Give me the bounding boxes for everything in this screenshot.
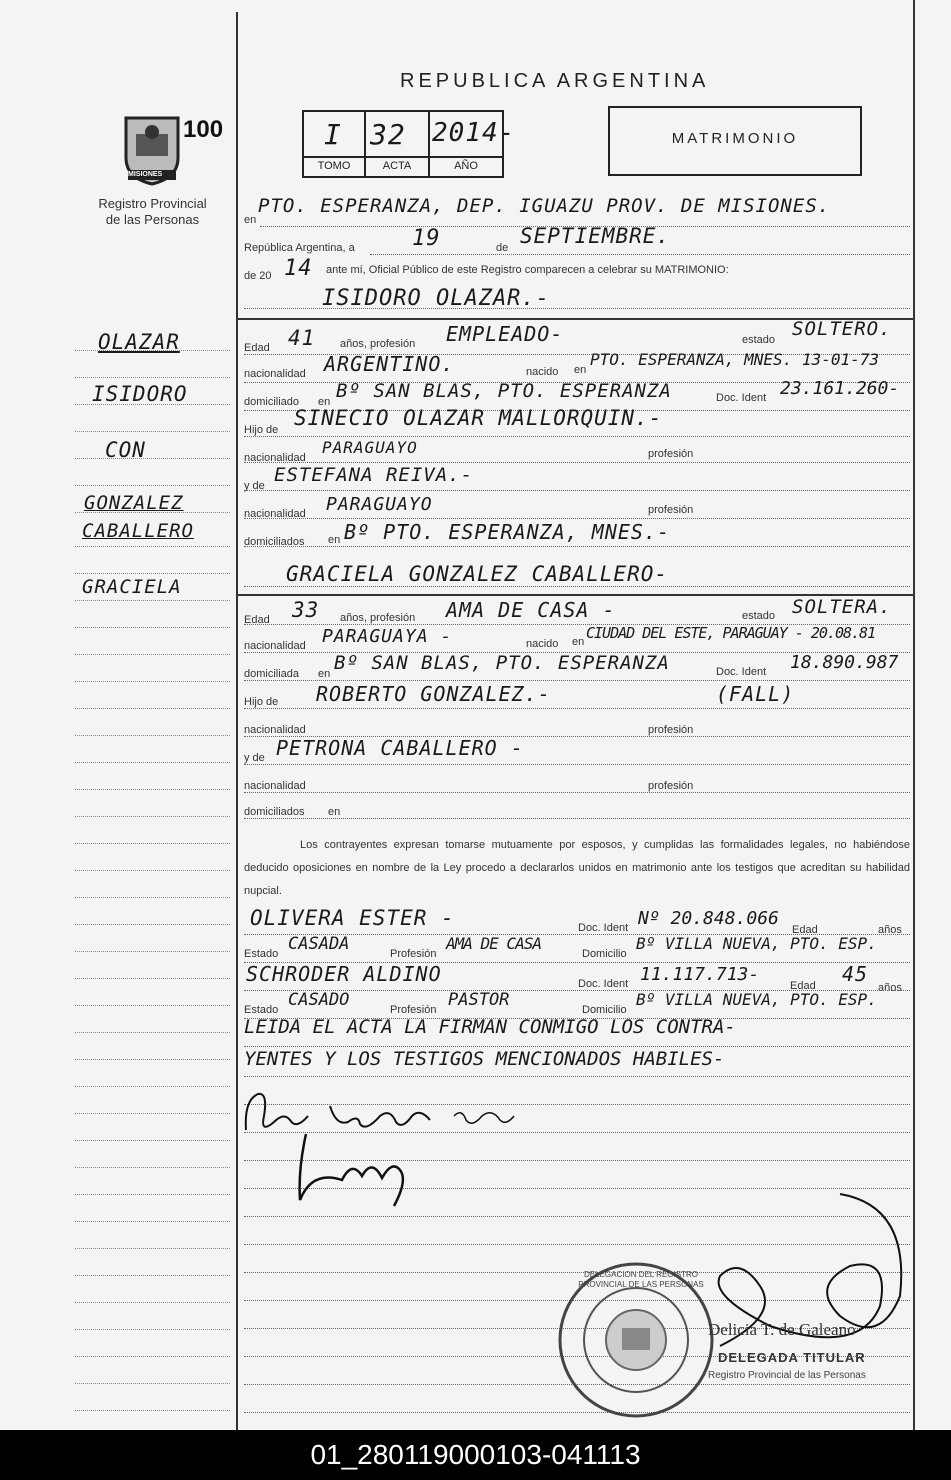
margin-name-surname: OLAZAR	[98, 330, 180, 354]
groom-civil-status: SOLTERO.	[792, 318, 892, 340]
anio-label: AÑO	[454, 160, 478, 172]
bride-civil-status: SOLTERA.	[792, 596, 892, 618]
witness2-age: 45	[842, 962, 869, 986]
label-bride-domiciliados-en: en	[328, 806, 341, 818]
label-groom-edad: Edad	[244, 342, 270, 354]
label-witness2-estado: Estado	[244, 1004, 279, 1016]
label-bride-nacido: nacido	[526, 638, 559, 650]
label-witness1-doc: Doc. Ident	[578, 922, 629, 934]
label-republica: República Argentina, a	[244, 242, 355, 254]
label-bride-father-prof: profesión	[648, 724, 694, 736]
margin-name-bride-first: GRACIELA	[82, 576, 182, 598]
label-bride-father-nac: nacionalidad	[244, 724, 306, 736]
closing-line-2: YENTES Y LOS TESTIGOS MENCIONADOS HABILES-	[244, 1048, 725, 1070]
page-number: 100	[183, 116, 224, 143]
tomo-label: TOMO	[317, 160, 351, 172]
delegate-title: DELEGADA TITULAR	[718, 1350, 866, 1365]
label-groom-nacido: nacido	[526, 366, 559, 378]
label-witness2-edad: Edad	[790, 980, 816, 992]
label-de20: de 20	[244, 270, 272, 282]
bride-mother: PETRONA CABALLERO -	[276, 736, 524, 760]
country-title: REPUBLICA ARGENTINA	[400, 70, 710, 92]
label-de: de	[496, 242, 509, 254]
groom-profession: EMPLEADO-	[446, 322, 564, 346]
delegate-name: Delicia T. de Galeano	[708, 1320, 856, 1339]
margin-name-con: CON	[105, 438, 146, 462]
witness1-doc: Nº 20.848.066	[638, 908, 779, 929]
left-margin-border	[236, 12, 238, 1430]
label-bride-edad: Edad	[244, 614, 270, 626]
label-groom-doc: Doc. Ident	[716, 392, 767, 404]
label-groom-domiciliados: domiciliados	[244, 536, 305, 548]
groom-mother-nationality: PARAGUAYO	[326, 494, 433, 515]
emblem-label: MISIONES	[128, 171, 163, 178]
closing-line-1: LEIDA EL ACTA LA FIRMAN CONMIGO LOS CONTRA-	[244, 1016, 736, 1038]
groom-full-name: ISIDORO OLAZAR.-	[322, 286, 550, 311]
label-bride-estado: estado	[742, 610, 776, 622]
label-groom-mother-prof: profesión	[648, 504, 694, 516]
registry-name: Registro Provincial de las Personas	[98, 196, 207, 227]
record-number-box	[302, 110, 516, 178]
label-bride-domiciliada: domiciliada	[244, 668, 300, 680]
label-bride-hijo: Hijo de	[244, 696, 279, 708]
groom-nationality: ARGENTINO.	[324, 352, 455, 376]
acta-label: ACTA	[382, 160, 412, 172]
bride-doc-number: 18.890.987	[790, 652, 899, 673]
bride-father-note: (FALL)	[716, 682, 795, 706]
label-groom-domiciliados-en: en	[328, 534, 341, 546]
witness2-profession: PASTOR	[448, 990, 510, 1010]
label-groom-profesion: años, profesión	[340, 338, 416, 350]
label-bride-profesion: años, profesión	[340, 612, 416, 624]
tomo-value: I	[324, 118, 342, 151]
label-groom-mother-nac: nacionalidad	[244, 508, 306, 520]
label-bride-domiciliados: domiciliados	[244, 806, 305, 818]
label-groom-estado: estado	[742, 334, 776, 346]
label-bride-nacionalidad: nacionalidad	[244, 640, 306, 652]
bride-nationality: PARAGUAYA -	[322, 626, 453, 647]
officer-signature-icon	[282, 1130, 422, 1210]
label-witness2-doc: Doc. Ident	[578, 978, 629, 990]
label-en: en	[244, 214, 257, 226]
label-witness1-estado: Estado	[244, 948, 279, 960]
label-bride-dom-en: en	[318, 668, 331, 680]
document-type: MATRIMONIO	[671, 130, 799, 147]
groom-mother: ESTEFANA REIVA.-	[274, 464, 474, 486]
label-groom-father-prof: profesión	[648, 448, 694, 460]
margin-name-bride-surname2: CABALLERO	[82, 520, 194, 542]
bride-age: 33	[292, 598, 320, 622]
label-witness1-edad: Edad	[792, 924, 818, 936]
place-text: PTO. ESPERANZA, DEP. IGUAZU PROV. DE MISIONES.	[258, 195, 831, 217]
groom-birthplace: PTO. ESPERANZA, MNES. 13-01-73	[590, 350, 879, 369]
bride-father: ROBERTO GONZALEZ.-	[316, 682, 551, 706]
acta-value: 32	[370, 118, 406, 151]
bride-full-name: GRACIELA GONZALEZ CABALLERO-	[286, 562, 669, 586]
label-witness1-domicilio: Domicilio	[582, 948, 627, 960]
witness2-name: SCHRODER ALDINO	[246, 962, 442, 986]
label-witness1-anos: años	[878, 924, 902, 936]
groom-father: SINECIO OLAZAR MALLORQUIN.-	[294, 406, 663, 430]
witness1-name: OLIVERA ESTER -	[250, 906, 455, 930]
label-comparecen: ante mí, Oficial Público de este Registro comparecen a celebrar su MATRIMONIO:	[326, 264, 729, 276]
anio-value: 2014-	[432, 118, 516, 148]
label-bride-mother-nac: nacionalidad	[244, 780, 306, 792]
day-value: 19	[412, 226, 441, 251]
document-type-box	[608, 106, 862, 176]
label-bride-mother-prof: profesión	[648, 780, 694, 792]
label-groom-domiciliado: domiciliado	[244, 396, 300, 408]
year-short: 14	[284, 256, 313, 281]
label-groom-nacido-en: en	[574, 364, 587, 376]
label-groom-y-de: y de	[244, 480, 265, 492]
footer-code: 01_280119000103-041113	[0, 1430, 951, 1480]
label-groom-dom-en: en	[318, 396, 331, 408]
groom-doc-number: 23.161.260-	[780, 378, 900, 399]
witness1-profession: AMA DE CASA	[446, 934, 541, 953]
witness2-doc: 11.117.713-	[640, 964, 760, 985]
label-bride-y-de: y de	[244, 752, 265, 764]
label-witness2-domicilio: Domicilio	[582, 1004, 627, 1016]
witness2-address: Bº VILLA NUEVA, PTO. ESP.	[636, 990, 877, 1009]
label-witness2-profesion: Profesión	[390, 1004, 437, 1016]
bride-profession: AMA DE CASA -	[446, 598, 616, 622]
label-groom-father-nac: nacionalidad	[244, 452, 306, 464]
label-groom-hijo: Hijo de	[244, 424, 279, 436]
groom-age: 41	[288, 326, 316, 350]
margin-name-first: ISIDORO	[92, 382, 188, 406]
label-witness2-anos: años	[878, 982, 902, 994]
label-bride-nacido-en: en	[572, 636, 585, 648]
groom-parents-address: Bº PTO. ESPERANZA, MNES.-	[344, 520, 671, 544]
bride-birthplace: CIUDAD DEL ESTE, PARAGUAY - 20.08.81	[586, 624, 876, 642]
groom-father-nationality: PARAGUAYO	[322, 438, 418, 457]
month-value: SEPTIEMBRE.	[520, 224, 671, 248]
groom-address: Bº SAN BLAS, PTO. ESPERANZA	[336, 380, 672, 402]
label-witness1-profesion: Profesión	[390, 948, 437, 960]
witness1-civil-status: CASADA	[288, 934, 350, 954]
margin-name-bride-surname1: GONZALEZ	[84, 492, 184, 514]
bride-address: Bº SAN BLAS, PTO. ESPERANZA	[334, 652, 670, 674]
label-bride-doc: Doc. Ident	[716, 666, 767, 678]
label-groom-nacionalidad: nacionalidad	[244, 368, 306, 380]
witness2-civil-status: CASADO	[288, 990, 350, 1010]
witness1-address: Bº VILLA NUEVA, PTO. ESP.	[636, 934, 877, 953]
delegate-registry: Registro Provincial de las Personas	[708, 1370, 866, 1381]
statement-paragraph: Los contrayentes expresan tomarse mutuamente por esposos, y cumplidas las formalidades legales, no habiéndose deducido oposiciones en nombre de la Ley procedo a declararlos unidos en matrimonio ante los testigos que acreditan su habilidad nupcial.	[244, 839, 910, 897]
seal-ring-text: DELEGACION DEL REGISTRO PROVINCIAL DE LAS PERSONAS	[578, 1270, 704, 1289]
